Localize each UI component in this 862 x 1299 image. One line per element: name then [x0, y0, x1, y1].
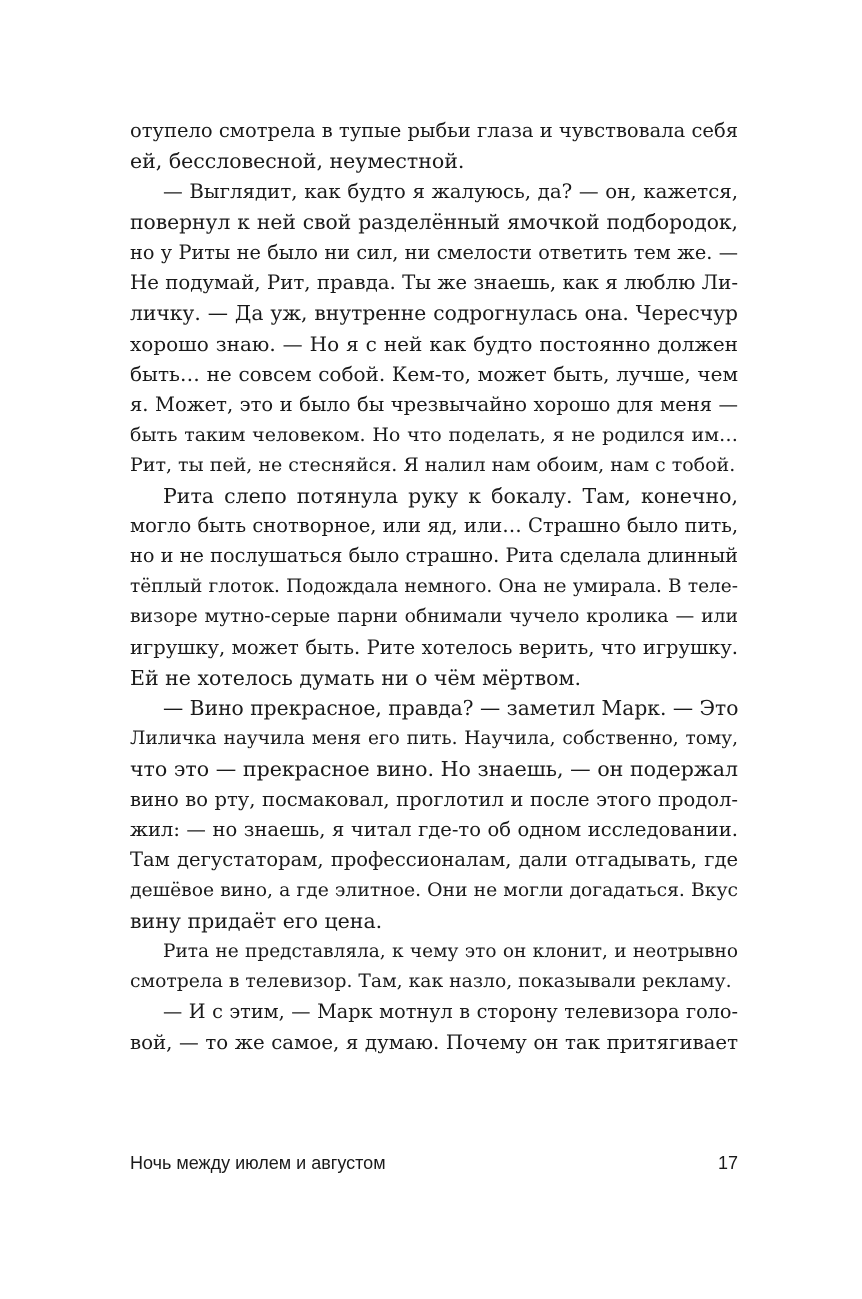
- text-line: — И с этим, — Марк мотнул в сторону телевизора голо-: [163, 1000, 738, 1024]
- text-line: игрушку, может быть. Рите хотелось верить, что игрушку.: [130, 635, 738, 659]
- text-line: хорошо знаю. — Но я с ней как будто постоянно должен: [130, 331, 738, 356]
- text-line: ей, бессловесной, неуместной.: [130, 149, 465, 174]
- text-line: я. Может, это и было бы чрезвычайно хорошо для меня —: [130, 392, 738, 416]
- text-line: Рита не представляла, к чему это он клонит, и неотрывно: [163, 940, 738, 962]
- text-line: Не подумай, Рит, правда. Ты же знаешь, как я люблю Ли-: [130, 270, 738, 294]
- text-line: что это — прекрасное вино. Но знаешь, — он подержал: [130, 757, 738, 782]
- text-line: Лиличка научила меня его пить. Научила, собственно, тому,: [130, 727, 738, 749]
- text-line: отупело смотрела в тупые рыбьи глаза и чувствовала себя: [130, 119, 738, 142]
- text-line: личку. — Да уж, внутренне содрогнулась она. Чересчур: [130, 301, 738, 326]
- text-line: вой, — то же самое, я думаю. Почему он так притягивает: [130, 1030, 738, 1054]
- text-line: вину придаёт его цена.: [130, 909, 383, 934]
- page-footer: [130, 1153, 738, 1183]
- text-line: Ей не хотелось думать ни о чём мёртвом.: [130, 666, 581, 691]
- text-line: тёплый глоток. Подождала немного. Она не умирала. В теле-: [130, 575, 738, 597]
- text-line: повернул к ней свой разделённый ямочкой подбородок,: [130, 210, 738, 235]
- text-line: быть таким человеком. Но что поделать, я не родился им…: [130, 423, 738, 446]
- text-line: Там дегустаторам, профессионалам, дали отгадывать, где: [130, 848, 738, 872]
- text-line: вино во рту, посмаковал, проглотил и после этого продол-: [130, 787, 738, 811]
- text-line: Рит, ты пей, не стесняйся. Я налил нам обоим, нам с тобой.: [130, 454, 736, 477]
- running-title: Ночь между июлем и августом: [130, 1153, 386, 1173]
- text-line: Рита слепо потянула руку к бокалу. Там, конечно,: [163, 483, 738, 508]
- text-line: могло быть снотворное, или яд, или… Страшно было пить,: [130, 514, 739, 538]
- text-line: жил: — но знаешь, я читал где-то об одном исследовании.: [130, 817, 738, 841]
- text-line: но у Риты не было ни сил, ни смелости ответить тем же. —: [130, 240, 738, 264]
- text-line: смотрела в телевизор. Там, как назло, показывали рекламу.: [130, 970, 732, 992]
- text-line: — Вино прекрасное, правда? — заметил Марк. — Это: [163, 696, 739, 721]
- text-line: быть… не совсем собой. Кем-то, может быть, лучше, чем: [130, 362, 738, 387]
- text-line: дешёвое вино, а где элитное. Они не могли догадаться. Вкус: [130, 879, 738, 901]
- text-line: — Выглядит, как будто я жалуюсь, да? — он, кажется,: [163, 179, 738, 203]
- text-line: визоре мутно-серые парни обнимали чучело кролика — или: [130, 606, 738, 628]
- text-line: но и не послушаться было страшно. Рита сделала длинный: [130, 544, 738, 568]
- page-number: 17: [717, 1153, 738, 1173]
- body-text: [130, 116, 738, 1058]
